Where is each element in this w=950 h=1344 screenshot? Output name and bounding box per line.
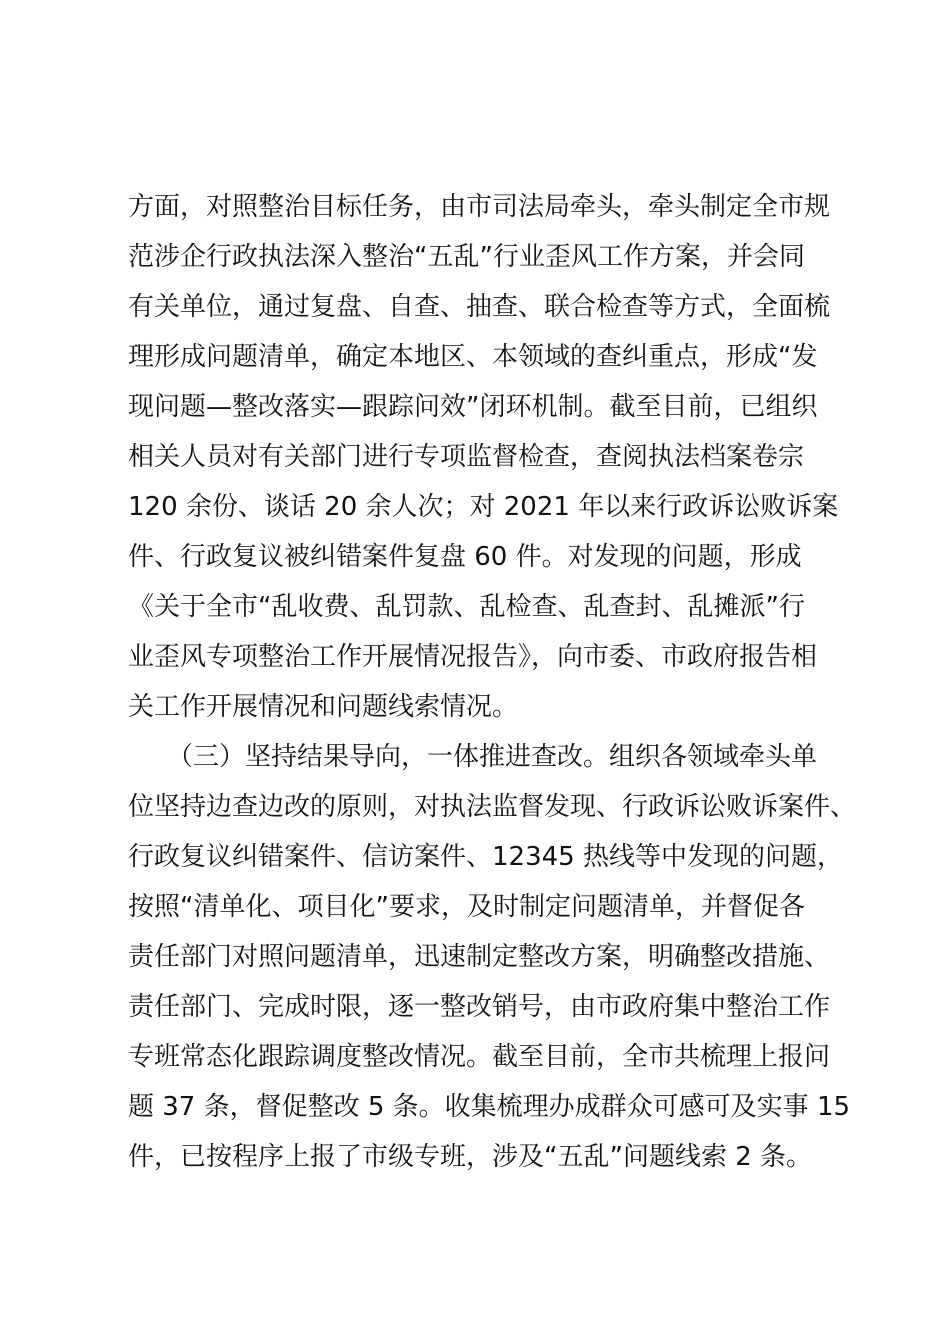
text-line: 按照“清单化、项目化”要求，及时制定问题清单，并督促各: [128, 892, 805, 922]
text-line: 范涉企行政执法深入整治“五乱”行业歪风工作方案，并会同: [128, 242, 805, 272]
text-line: 行政复议纠错案件、信访案件、12345 热线等中发现的问题，: [128, 842, 843, 872]
text-line: 业歪风专项整治工作开展情况报告》，向市委、市政府报告相: [128, 642, 818, 672]
text-line: 责任部门对照问题清单，迅速制定整改方案，明确整改措施、: [128, 942, 831, 972]
text-line: 专班常态化跟踪调度整改情况。截至目前，全市共梳理上报问: [128, 1042, 831, 1072]
text-line: 现问题—整改落实—跟踪问效”闭环机制。截至目前，已组织: [128, 392, 818, 422]
text-line: 件，已按程序上报了市级专班，涉及“五乱”问题线索 2 条。: [128, 1142, 813, 1172]
text-line: 120 余份、谈话 20 余人次；对 2021 年以来行政诉讼败诉案: [128, 492, 839, 522]
body-text: [128, 186, 857, 1186]
text-line: 理形成问题清单，确定本地区、本领域的查纠重点，形成“发: [128, 342, 818, 372]
text-line: 相关人员对有关部门进行专项监督检查，查阅执法档案卷宗: [128, 442, 805, 472]
text-line: （三）坚持结果导向，一体推进查改。组织各领域牵头单: [128, 742, 818, 772]
text-line: 关工作开展情况和问题线索情况。: [128, 692, 519, 722]
text-line: 位坚持边查边改的原则，对执法监督发现、行政诉讼败诉案件、: [128, 792, 857, 822]
text-line: 责任部门、完成时限，逐一整改销号，由市政府集中整治工作: [128, 992, 831, 1022]
text-line: 《关于全市“乱收费、乱罚款、乱检查、乱查封、乱摊派”行: [128, 592, 805, 622]
text-line: 题 37 条，督促整改 5 条。收集梳理办成群众可感可及实事 15: [128, 1092, 851, 1122]
text-line: 有关单位，通过复盘、自查、抽查、联合检查等方式，全面梳: [128, 292, 831, 322]
text-line: 件、行政复议被纠错案件复盘 60 件。对发现的问题，形成: [128, 542, 802, 572]
text-line: 方面，对照整治目标任务，由市司法局牵头，牵头制定全市规: [128, 192, 831, 222]
